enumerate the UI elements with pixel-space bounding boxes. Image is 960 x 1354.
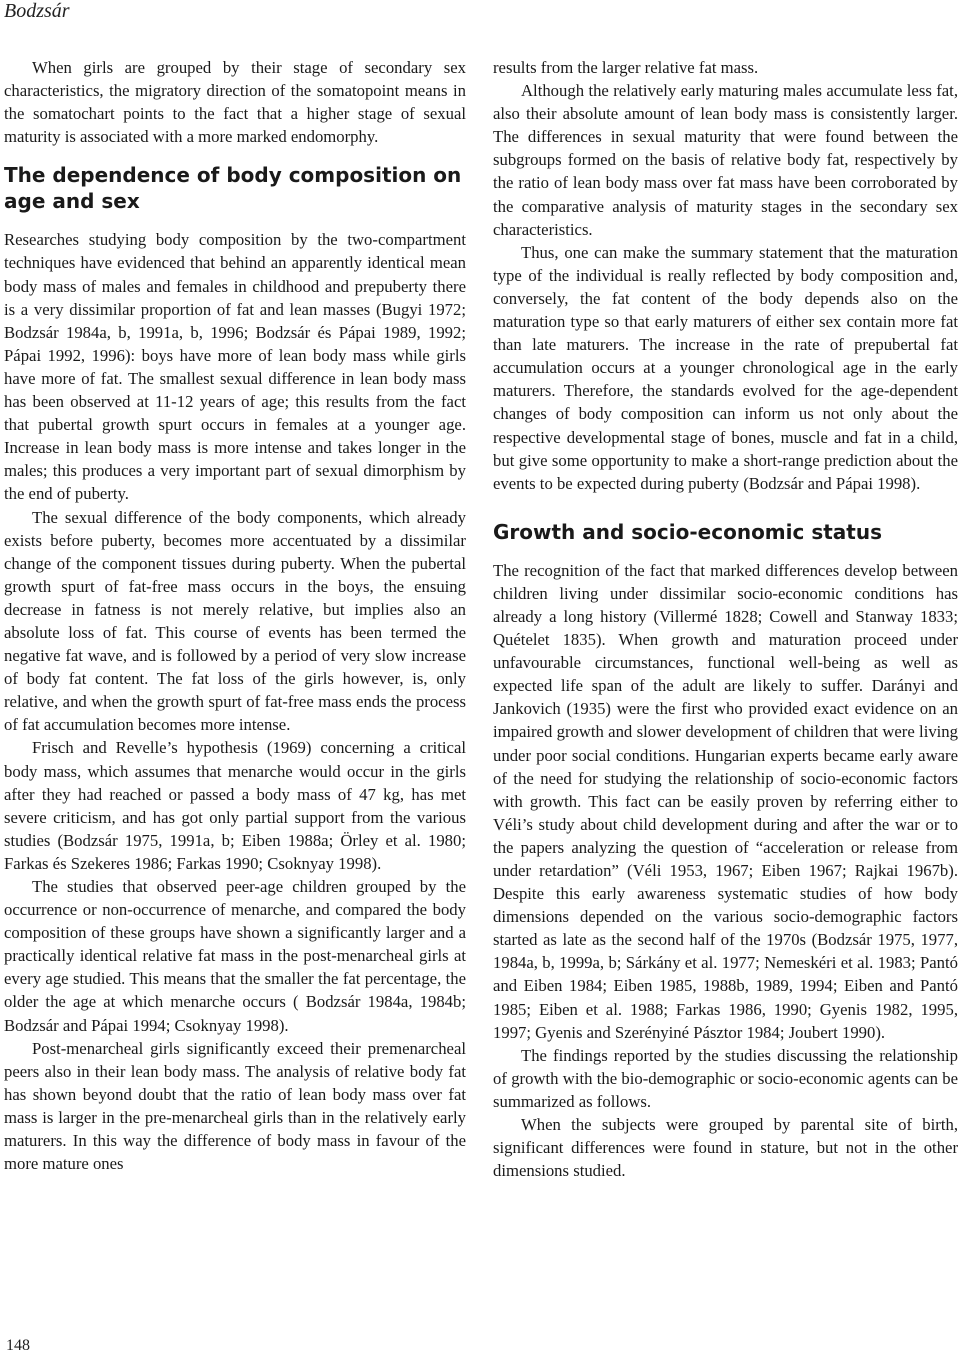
section-heading-socio-economic: Growth and socio-economic status: [493, 519, 882, 544]
body-paragraph: Although the relatively early maturing males accumulate less fat, also their absolute amount of lean body mass is consistently larger. The differences in sexual maturity that were found between the subgroups formed on the basis of relative body fat, respectively by the ratio of lean body mass over fat mass have been corroborated by the comparative analysis of maturity stages in the secondary sex characteristics.: [493, 81, 958, 239]
body-paragraph: The studies that observed peer-age children grouped by the occurrence or non-occurrence of menarche, and compared the body composition of these groups have shown a significantly larger and a practically identical relative fat mass in the post-menarcheal girls at every age studied. This means that the smaller the fat percentage, the older the age at which menarche occurs ( Bodzsár 1984a, 1984b; Bodzsár and Pápai 1994; Csoknyay 1998).: [4, 877, 466, 1035]
body-paragraph: results from the larger relative fat mass.: [493, 58, 759, 77]
body-paragraph: Researches studying body composition by the two-compartment techniques have evidenced that behind an apparently identical mean body mass of males and females in childhood and prepuberty there is a very dissimilar proportion of fat and lean masses (Bugyi 1972; Bodzsár 1984a, b, 1991a, b, 1996; Bodzsár és Pápai 1989, 1992; Pápai 1992, 1996): boys have more of lean body mass while girls have more of fat. The smallest sexual difference in lean body mass has been observed at 11-12 years of age; this results from the fact that pubertal growth spurt occurs in females at a younger age. Increase in lean body mass is more intense and takes longer in the males; this produces a very important part of sexual dimorphism by the end of puberty.: [4, 230, 466, 504]
intro-paragraph: When girls are grouped by their stage of secondary sex characteristics, the migratory direction of the somatopoint means in the somatochart points to the fact that a higher stage of sexual maturity is associated with a more marked endomorphy.: [4, 58, 466, 147]
left-column: [4, 56, 466, 1175]
body-paragraph: The sexual difference of the body components, which already exists before puberty, becomes more accentuated by a dissimilar change of the component tissues during puberty. When the pubertal growth spurt of fat-free mass occurs in the boys, the ensuing decrease in fatness is not merely relative, but implies also an absolute loss of fat. This course of events has been termed the negative fat wave, and is followed by a period of very slow increase of body fat content. The fat loss of the girls however, is, only relative, and when the growth spurt of fat-free mass ends the process of fat accumulation becomes more intense.: [4, 507, 466, 735]
body-paragraph: The findings reported by the studies discussing the relationship of growth with the bio-demographic or socio-economic agents can be summarized as follows.: [493, 1045, 958, 1111]
running-head: Bodzsár: [4, 0, 70, 22]
page-number: 148: [6, 1337, 30, 1354]
body-paragraph: Thus, one can make the summary statement that the maturation type of the individual is really reflected by body composition and, conversely, the fat content of the body depends also on the maturation type so that early maturers of either sex contain more fat than late maturers. The increase in the rate of prepubertal fat accumulation occurs at a younger chronological age in the early maturers. Therefore, the standards evolved for the age-dependent changes of body composition can inform us not only about the respective developmental stage of bones, muscle and fat in a child, but give some opportunity to make a short-range prediction about the events to be expected during puberty (Bodzsár and Pápai 1998).: [493, 242, 958, 493]
right-column: [493, 56, 958, 1182]
body-paragraph: Post-menarcheal girls significantly exceed their premenarcheal peers also in their lean body mass. The analysis of relative body fat has shown beyond doubt that the ratio of lean body mass over fat mass is larger in the pre-menarcheal girls than in the relatively early maturers. In this way the difference of body mass in favour of the more mature ones: [4, 1038, 466, 1174]
body-paragraph: Frisch and Revelle’s hypothesis (1969) concerning a critical body mass, which assumes that menarche would occur in the girls after they had reached or passed a body mass of 47 kg, has met severe criticism, and has got only partial support from the various studies (Bodzsár 1975, 1991a, b; Eiben 1988a; Örley et al. 1980; Farkas és Szekeres 1986; Farkas 1990; Csoknyay 1998).: [4, 738, 466, 873]
body-paragraph: When the subjects were grouped by parental site of birth, significant differences were found in stature, but not in the other dimensions studied.: [493, 1115, 958, 1181]
section-heading-body-composition: The dependence of body composition on age and sex: [4, 163, 462, 214]
body-paragraph: The recognition of the fact that marked differences develop between children living under dissimilar socio-economic conditions has already a long history (Villermé 1828; Cowell and Stanway 1833; Quételet 1835). When growth and maturation proceed under unfavourable circumstances, functional well-being as well as expected life span of the adult are likely to suffer. Darányi and Jankovich (1935) were the first who provided exact evidence on an impaired growth and slower development of children that were living under poor social conditions. Hungarian experts became early aware of the need for studying the relationship of socio-economic factors with growth. This fact can be easily proven by referring either to Véli’s study about child development during and after the war or to the papers analyzing the question of “acceleration or release from under retardation” (Véli 1953, 1967; Eiben 1967; Rajkai 1967b). Despite this early awareness systematic studies of how body dimensions depended on the various socio-demographic factors started as late as the second half of the 1970s (Bodzsár 1975, 1977, 1984a, b, 1999a, b; Sárkány et al. 1977; Nemeskéri et al. 1983; Pantó and Eiben 1984; Eiben 1985, 1988b, 1989, 1994; Eiben and Pantó 1985; Eiben et al. 1988; Farkas 1986, 1990; Gyenis 1982, 1995, 1997; Gyenis and Szerényiné Pásztor 1984; Joubert 1990).: [493, 560, 958, 1042]
